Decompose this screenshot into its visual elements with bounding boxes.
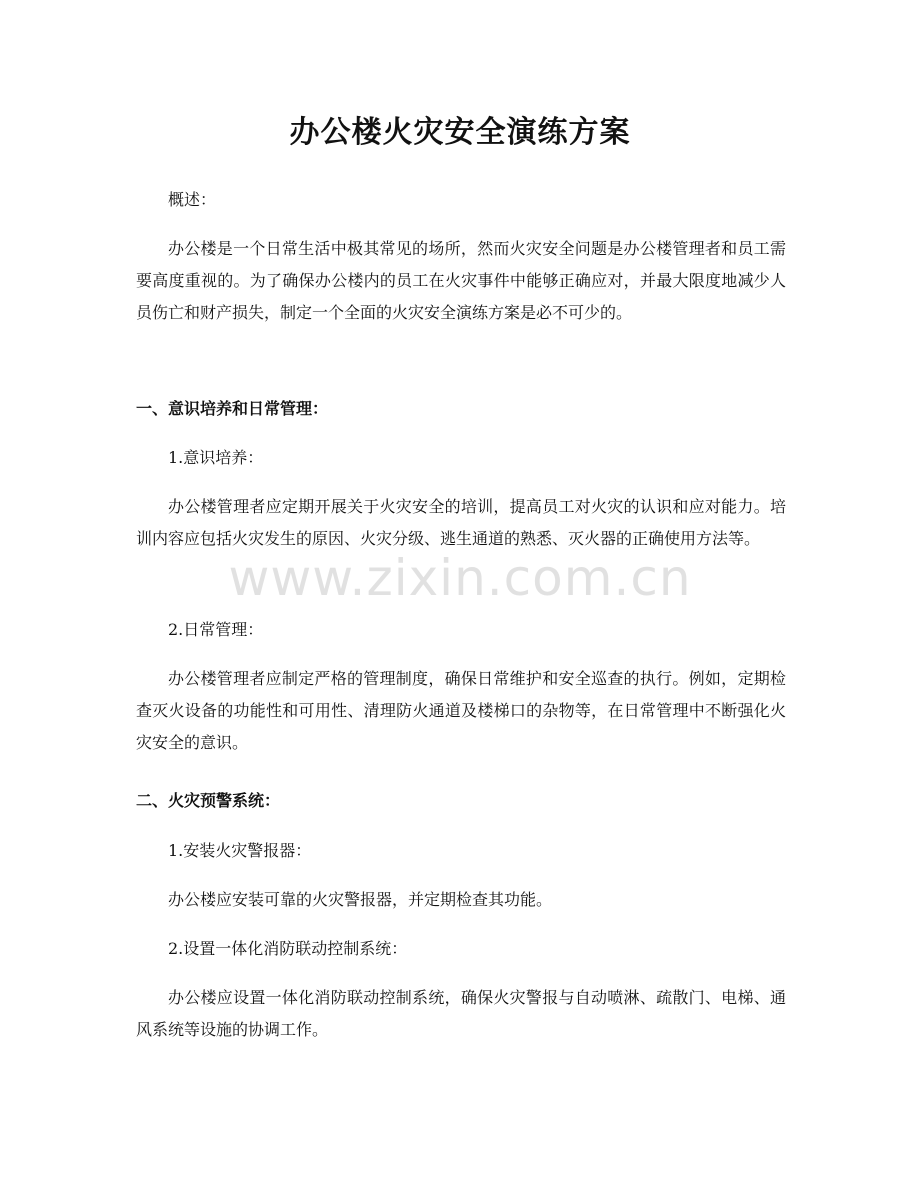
- item-paragraph-fire-alarm: 办公楼应安装可靠的火灾警报器，并定期检查其功能。: [168, 890, 553, 909]
- section-heading-fire-warning: 二、火灾预警系统：: [136, 791, 281, 810]
- item-label-daily-management: 2.日常管理：: [168, 620, 264, 639]
- item-paragraph-daily-management: 办公楼管理者应制定严格的管理制度，确保日常维护和安全巡查的执行。例如，定期检查灭火设备的功能性和可用性、清理防火通道及楼梯口的杂物等，在日常管理中不断强化火灾安全的意识。: [136, 669, 786, 752]
- item-label-fire-alarm: 1.安装火灾警报器：: [168, 841, 312, 860]
- item-label-awareness-training: 1.意识培养：: [168, 448, 264, 467]
- item-label-linkage-control: 2.设置一体化消防联动控制系统：: [168, 939, 408, 958]
- overview-paragraph: 办公楼是一个日常生活中极其常见的场所，然而火灾安全问题是办公楼管理者和员工需要高度重视的。为了确保办公楼内的员工在火灾事件中能够正确应对，并最大限度地减少人员伤亡和财产损失，制定一个全面的火灾安全演练方案是必不可少的。: [136, 239, 786, 322]
- section-heading-awareness: 一、意识培养和日常管理：: [136, 399, 329, 418]
- item-paragraph-linkage-control: 办公楼应设置一体化消防联动控制系统，确保火灾警报与自动喷淋、疏散门、电梯、通风系统等设施的协调工作。: [136, 988, 786, 1039]
- document-title: 办公楼火灾安全演练方案: [289, 115, 631, 150]
- watermark-text: www.zixin.com.cn: [228, 549, 692, 607]
- item-paragraph-awareness-training: 办公楼管理者应定期开展关于火灾安全的培训，提高员工对火灾的认识和应对能力。培训内容应包括火灾发生的原因、火灾分级、逃生通道的熟悉、灭火器的正确使用方法等。: [136, 497, 786, 548]
- overview-label: 概述：: [168, 190, 217, 209]
